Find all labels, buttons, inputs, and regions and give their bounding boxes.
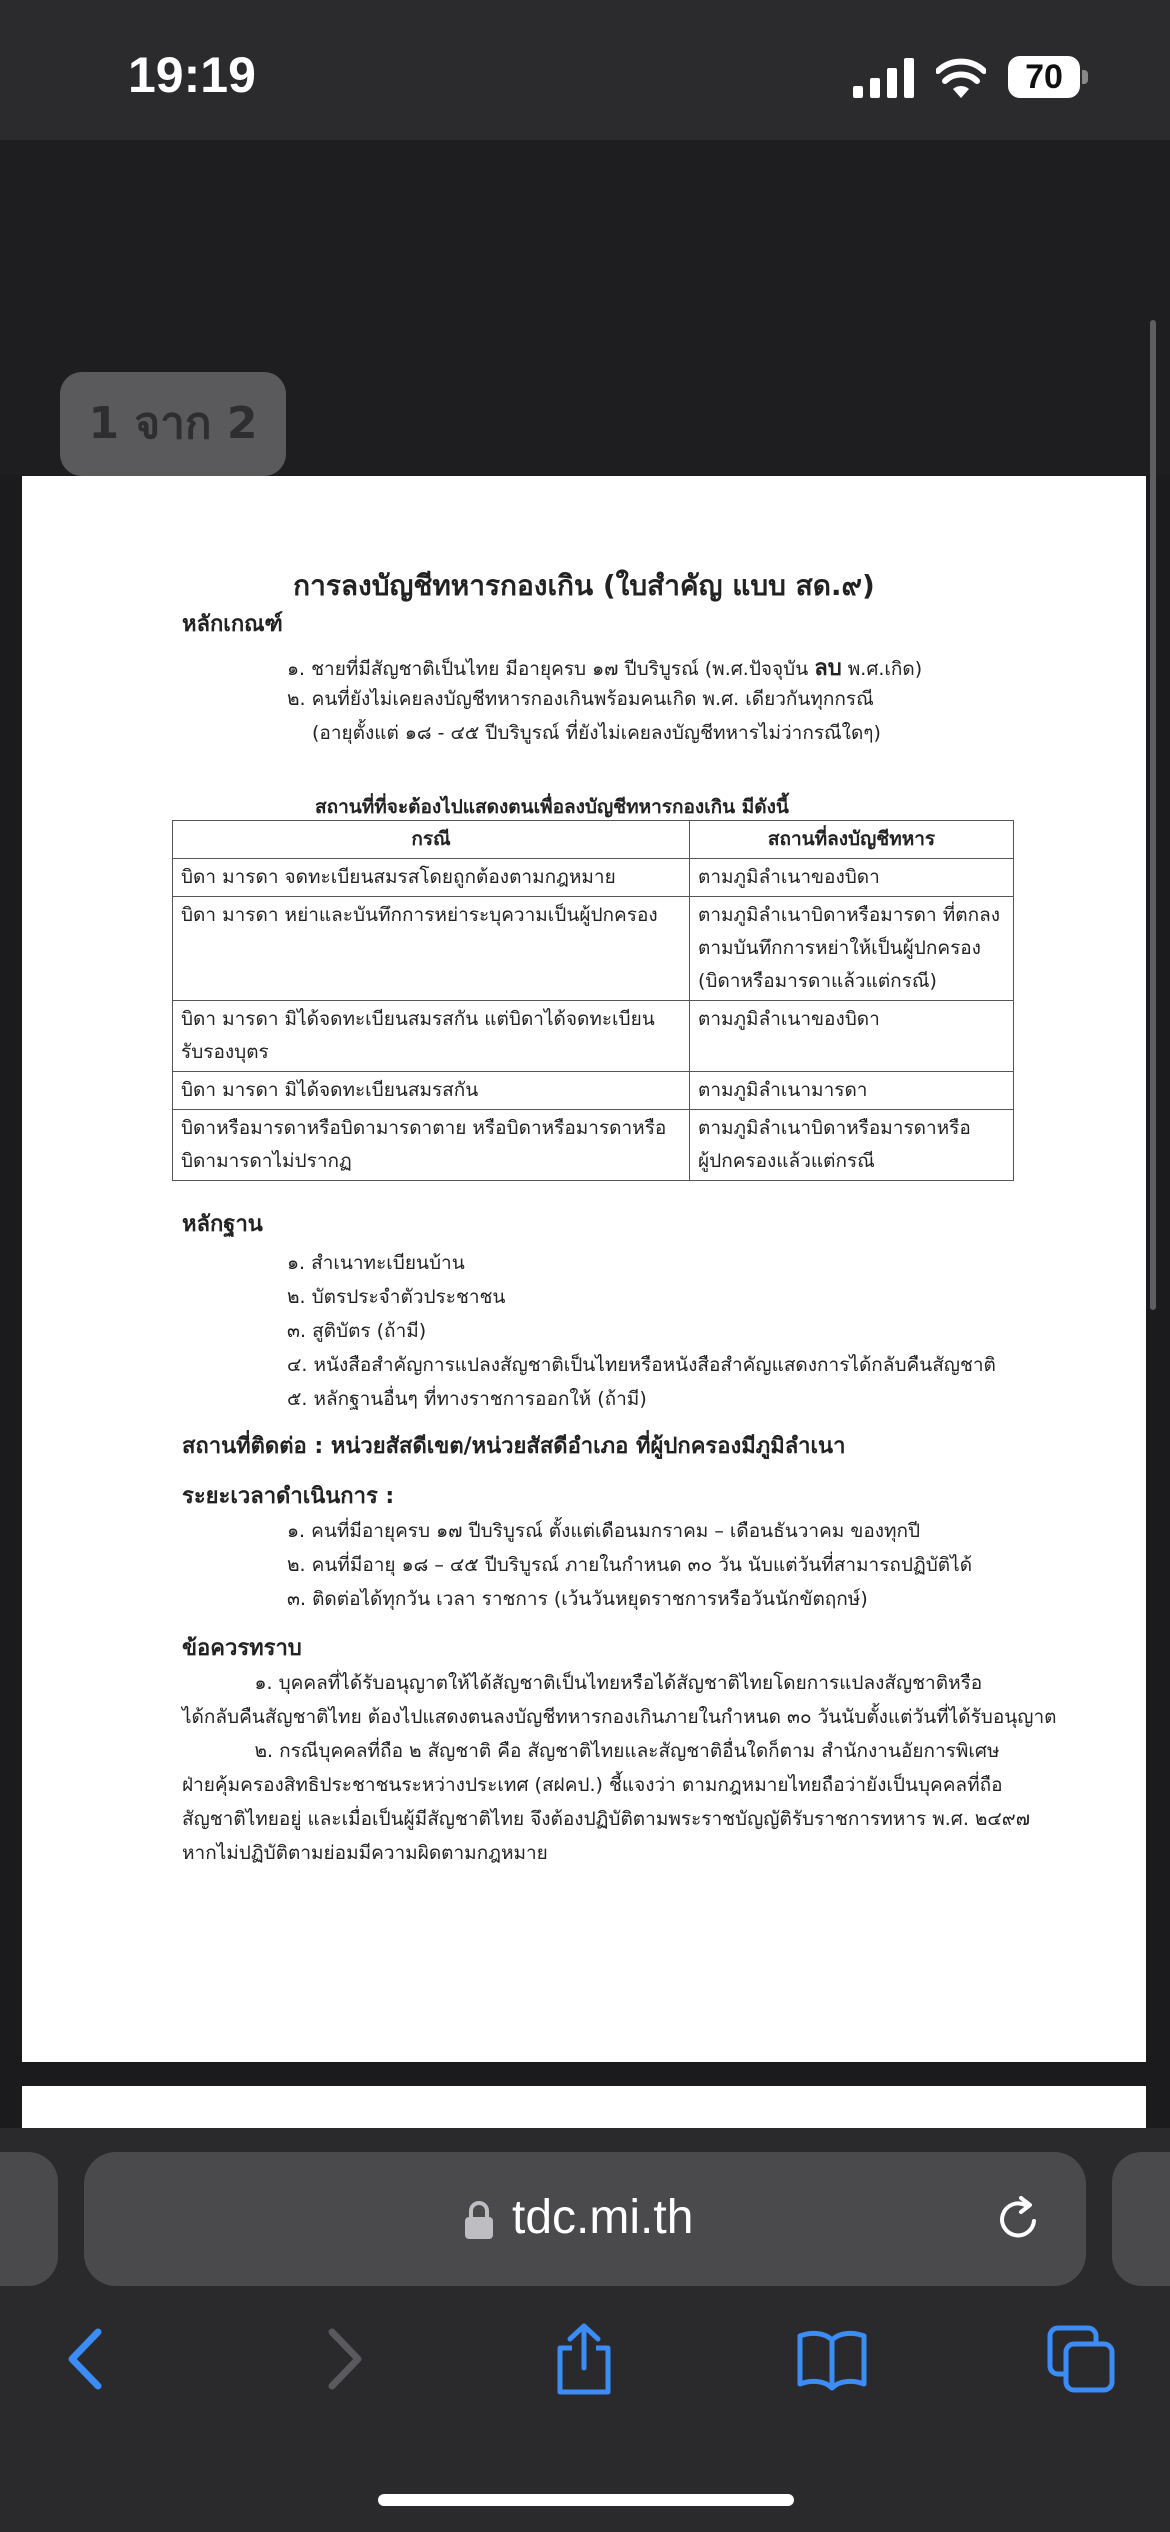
- battery-icon: [1008, 56, 1088, 98]
- table-cell-place: [690, 897, 1014, 1001]
- table-row: [173, 1001, 1014, 1072]
- case-text: บิดาหรือมารดาหรือบิดามารดาตาย หรือบิดาหรือมารดาหรือ: [181, 1117, 667, 1139]
- notes-heading: ข้อควรทราบ: [182, 1636, 302, 1661]
- table-cell-case: [173, 1001, 690, 1072]
- table-row: [173, 1110, 1014, 1181]
- document-page[interactable]: [22, 476, 1146, 2062]
- notes-line: หากไม่ปฏิบัติตามย่อมมีความผิดตามกฎหมาย: [182, 1842, 548, 1864]
- status-time: 19:19: [128, 47, 256, 103]
- case-text: บิดา มารดา หย่าและบันทึกการหย่าระบุความเป็นผู้ปกครอง: [181, 904, 658, 926]
- place-text: ตามภูมิลำเนามารดา: [698, 1079, 868, 1101]
- url-text: tdc.mi.th: [512, 2191, 694, 2244]
- table-cell-place: [690, 1001, 1014, 1072]
- place-text: ผู้ปกครองแล้วแต่กรณี: [698, 1150, 875, 1172]
- table-cell-case: [173, 859, 690, 897]
- table-cell-case: [173, 1110, 690, 1181]
- reload-icon[interactable]: [994, 2194, 1044, 2244]
- table-header-place: สถานที่ลงบัญชีทหาร: [690, 821, 1014, 859]
- case-text: บิดา มารดา จดทะเบียนสมรสโดยถูกต้องตามกฎหมาย: [181, 866, 616, 888]
- scrollbar[interactable]: [1150, 320, 1156, 1310]
- period-item: ๒. คนที่มีอายุ ๑๘ – ๔๕ ปีบริบูรณ์ ภายในกำหนด ๓๐ วัน นับแต่วันที่สามารถปฏิบัติได้: [287, 1554, 973, 1576]
- place-text: ตามภูมิลำเนาของบิดา: [698, 866, 880, 888]
- notes-line: ๑. บุคคลที่ได้รับอนุญาตให้ได้สัญชาติเป็นไทยหรือได้สัญชาติไทยโดยการแปลงสัญชาติหรือ: [182, 1672, 983, 1694]
- period-item: ๓. ติดต่อได้ทุกวัน เวลา ราชการ (เว้นวันหยุดราชการหรือวันนักขัตฤกษ์): [287, 1588, 868, 1610]
- page-indicator: 1 จาก 2: [60, 372, 286, 476]
- registration-place-table: [172, 820, 1014, 1181]
- table-cell-case: [173, 1072, 690, 1110]
- criteria-heading: หลักเกณฑ์: [182, 612, 283, 637]
- evidence-item: ๔. หนังสือสำคัญการแปลงสัญชาติเป็นไทยหรือหนังสือสำคัญแสดงการได้กลับคืนสัญชาติ: [287, 1354, 996, 1376]
- table-row: [173, 859, 1014, 897]
- address-bar[interactable]: [84, 2152, 1086, 2286]
- table-row: [173, 1072, 1014, 1110]
- wifi-icon: [936, 54, 986, 98]
- battery-level: 70: [1008, 56, 1080, 98]
- bookmarks-icon[interactable]: [796, 2322, 868, 2396]
- place-text: (บิดาหรือมารดาแล้วแต่กรณี): [698, 970, 937, 992]
- criteria-line-2: ๒. คนที่ยังไม่เคยลงบัญชีทหารกองเกินพร้อมคนเกิด พ.ศ. เดียวกันทุกกรณี: [287, 688, 874, 710]
- table-row: [173, 897, 1014, 1001]
- evidence-item: ๕. หลักฐานอื่นๆ ที่ทางราชการออกให้ (ถ้ามี): [287, 1388, 647, 1410]
- case-text: รับรองบุตร: [181, 1041, 269, 1063]
- document-title: การลงบัญชีทหารกองเกิน (ใบสำคัญ แบบ สด.๙): [293, 569, 875, 602]
- notes-line: ได้กลับคืนสัญชาติไทย ต้องไปแสดงตนลงบัญชีทหารกองเกินภายในกำหนด ๓๐ วันนับตั้งแต่วันที่ได้รับอนุญาต: [182, 1706, 1057, 1728]
- evidence-item: ๑. สำเนาทะเบียนบ้าน: [287, 1252, 465, 1274]
- criteria-line-3: (อายุตั้งแต่ ๑๘ - ๔๕ ปีบริบูรณ์ ที่ยังไม่เคยลงบัญชีทหารไม่ว่ากรณีใดๆ): [312, 722, 881, 744]
- home-indicator[interactable]: [378, 2494, 794, 2506]
- table-cell-case: [173, 897, 690, 1001]
- criteria-line-1: ๑. ชายที่มีสัญชาติเป็นไทย มีอายุครบ ๑๗ ปีบริบูรณ์ (พ.ศ.ปัจจุบัน ลบ พ.ศ.เกิด): [287, 656, 923, 681]
- notes-line: สัญชาติไทยอยู่ และเมื่อเป็นผู้มีสัญชาติไทย จึงต้องปฏิบัติตามพระราชบัญญัติรับราชการทหาร พ.ศ. ๒๔๙๗: [182, 1808, 1031, 1830]
- case-text: บิดา มารดา มิได้จดทะเบียนสมรสกัน: [181, 1079, 479, 1101]
- lock-icon: [464, 2200, 494, 2240]
- previous-tab-edge[interactable]: [0, 2152, 58, 2286]
- notes-line: ๒. กรณีบุคคลที่ถือ ๒ สัญชาติ คือ สัญชาติไทยและสัญชาติอื่นใดก็ตาม สำนักงานอัยการพิเศษ: [182, 1740, 1000, 1762]
- period-heading: ระยะเวลาดำเนินการ :: [182, 1484, 395, 1509]
- evidence-item: ๒. บัตรประจำตัวประชาชน: [287, 1286, 506, 1308]
- period-item: ๑. คนที่มีอายุครบ ๑๗ ปีบริบูรณ์ ตั้งแต่เดือนมกราคม – เดือนธันวาคม ของทุกปี: [287, 1520, 921, 1542]
- place-text: ตามภูมิลำเนาของบิดา: [698, 1008, 880, 1030]
- place-text: ตามบันทึกการหย่าให้เป็นผู้ปกครอง: [698, 937, 981, 959]
- share-icon[interactable]: [548, 2322, 620, 2396]
- status-bar: [0, 0, 1170, 140]
- place-text: ตามภูมิลำเนาบิดาหรือมารดาหรือ: [698, 1117, 971, 1139]
- forward-icon[interactable]: [306, 2322, 378, 2396]
- table-cell-place: [690, 1110, 1014, 1181]
- back-icon[interactable]: [52, 2322, 124, 2396]
- place-text: ตามภูมิลำเนาบิดาหรือมารดา ที่ตกลง: [698, 904, 1000, 926]
- cellular-signal-icon: [853, 58, 915, 98]
- case-text: บิดา มารดา มิได้จดทะเบียนสมรสกัน แต่บิดาได้จดทะเบียน: [181, 1008, 655, 1030]
- table-cell-place: [690, 1072, 1014, 1110]
- case-text: บิดามารดาไม่ปรากฏ: [181, 1150, 352, 1172]
- table-header-case: กรณี: [173, 821, 690, 859]
- tabs-icon[interactable]: [1046, 2322, 1118, 2396]
- table-cell-place: [690, 859, 1014, 897]
- evidence-item: ๓. สูติบัตร (ถ้ามี): [287, 1320, 427, 1342]
- next-tab-edge[interactable]: [1112, 2152, 1170, 2286]
- table-caption: สถานที่ที่จะต้องไปแสดงตนเพื่อลงบัญชีทหารกองเกิน มีดังนี้: [315, 796, 789, 818]
- notes-line: ฝ่ายคุ้มครองสิทธิประชาชนระหว่างประเทศ (สฝคป.) ชี้แจงว่า ตามกฎหมายไทยถือว่ายังเป็นบุคคลที่ถือ: [182, 1774, 1003, 1796]
- evidence-heading: หลักฐาน: [182, 1212, 263, 1237]
- contact-heading: สถานที่ติดต่อ : หน่วยสัสดีเขต/หน่วยสัสดีอำเภอ ที่ผู้ปกครองมีภูมิลำเนา: [182, 1434, 846, 1459]
